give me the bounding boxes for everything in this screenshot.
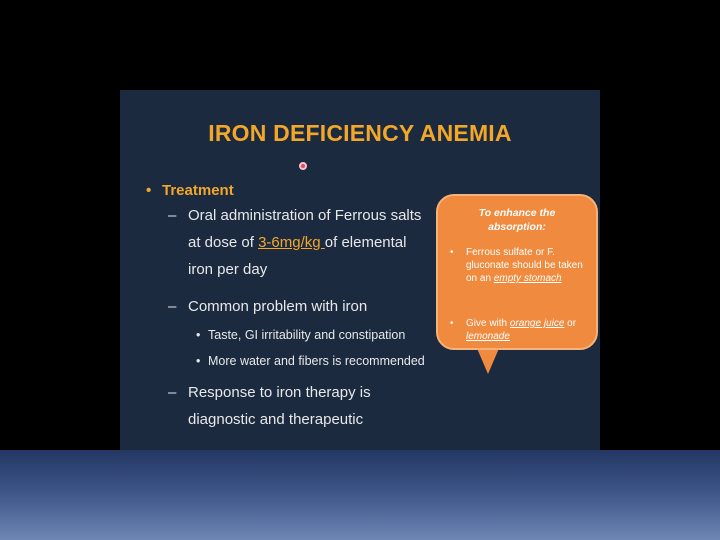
sub-item-water	[196, 354, 425, 368]
item-text: of elemental	[324, 234, 407, 251]
sub-bullet: •	[196, 354, 201, 368]
dash-marker: –	[168, 298, 177, 315]
item-line	[188, 229, 406, 256]
slide-title: IRON DEFICIENCY ANEMIA	[208, 120, 512, 146]
section-heading-text: Treatment	[162, 182, 234, 199]
slide	[120, 90, 600, 450]
callout-item-text	[466, 246, 590, 285]
bullet-dot: •	[146, 182, 152, 199]
dash-marker: –	[168, 384, 177, 401]
laser-pointer-dot	[299, 162, 307, 170]
sub-item-text: Taste, GI irritability and constipation	[208, 328, 406, 342]
callout-item-text	[466, 317, 590, 343]
absorption-callout	[436, 194, 598, 350]
callout-bullet: •	[450, 247, 454, 258]
sub-bullet: •	[196, 328, 201, 342]
callout-tail	[476, 346, 500, 374]
section-heading	[146, 182, 234, 199]
callout-text: or	[564, 318, 577, 329]
sub-item-text: More water and fibers is recommended	[208, 354, 425, 368]
item-line: Common problem with iron	[188, 298, 368, 315]
callout-heading	[438, 206, 596, 234]
callout-emphasis: lemonade	[466, 331, 510, 342]
callout-item-empty-stomach	[450, 246, 590, 285]
item-line: diagnostic and therapeutic	[188, 411, 364, 428]
sub-item-taste	[196, 328, 405, 342]
callout-heading-line: absorption:	[488, 221, 546, 233]
item-line: iron per day	[188, 261, 268, 278]
callout-emphasis: empty stomach	[493, 273, 562, 284]
callout-text: Give with	[466, 318, 510, 329]
item-line: Response to iron therapy is	[188, 384, 371, 401]
callout-heading-line: To enhance the	[478, 207, 556, 219]
dose-highlight: 3-6mg/kg	[258, 234, 325, 251]
callout-item-juice	[450, 317, 590, 343]
item-line: Oral administration of Ferrous salts	[188, 207, 422, 224]
presentation-bottom-band	[0, 450, 720, 540]
callout-text: Ferrous sulfate or F. gluconate should be taken on an	[466, 247, 583, 284]
callout-emphasis: orange juice	[509, 318, 565, 329]
dash-marker: –	[168, 207, 177, 224]
callout-bullet: •	[450, 318, 454, 329]
item-text: at dose of	[188, 234, 259, 251]
